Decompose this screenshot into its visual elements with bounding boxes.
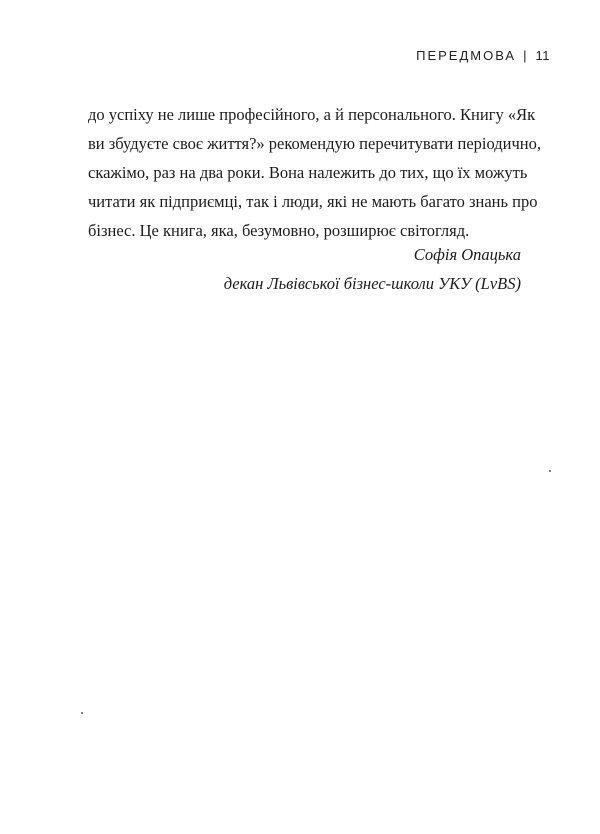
paragraph-line: скажімо, раз на два роки. Вона належить до тих, що їх можуть (88, 163, 528, 182)
author-name: Софія Опацька (413, 245, 521, 264)
paragraph-line: до успіху не лише професійного, а й персонального. Книгу «Як (88, 105, 536, 124)
paragraph-line: читати як підприємці, так і люди, які не мають багато знань про (88, 192, 538, 211)
paragraph-line: бізнес. Це книга, яка, безумовно, розширює світогляд. (88, 221, 470, 240)
header-separator: | (523, 48, 527, 63)
section-title: ПЕРЕДМОВА (416, 48, 517, 63)
body-paragraph (88, 100, 542, 245)
paragraph-line: ви збудуєте своє життя?» рекомендую перечитувати періодично, (88, 134, 542, 153)
page-number: 11 (535, 48, 550, 63)
running-header (416, 48, 550, 63)
scan-speck (549, 470, 551, 472)
signature-block (224, 240, 521, 298)
scan-speck (81, 712, 83, 714)
author-position: декан Львівської бізнес-школи УКУ (LvBS) (223, 274, 521, 293)
